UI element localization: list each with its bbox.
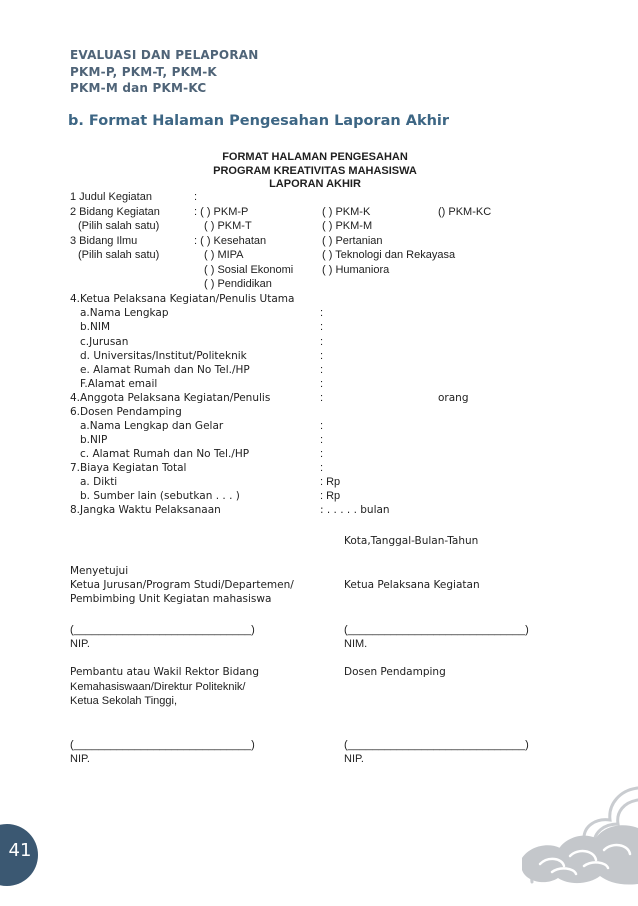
signature-ketua-jurusan-line2: Pembimbing Unit Kegiatan mahasiswa (70, 593, 272, 605)
bidang-kegiatan-option-pkmm: ( ) PKM-M (322, 220, 373, 232)
signature-line-left: (_____________________________) (70, 624, 255, 636)
field-dosen-nip-label: b.NIP (80, 434, 108, 446)
signature-ketua-pelaksana: Ketua Pelaksana Kegiatan (344, 579, 480, 591)
field-judul-colon: : (194, 191, 198, 203)
field-anggota-label: 4.Anggota Pelaksana Kegiatan/Penulis (70, 392, 271, 404)
field-sumber-label: b. Sumber lain (sebutkan . . . ) (80, 490, 240, 502)
bidang-kegiatan-option-pkmk: ( ) PKM-K (322, 206, 371, 218)
signature-line-right: (_____________________________) (344, 624, 529, 636)
field-universitas-label: d. Universitas/Institut/Politeknik (80, 350, 247, 362)
form-title-line-1: FORMAT HALAMAN PENGESAHAN (222, 151, 408, 163)
field-colon: : (320, 321, 324, 333)
field-colon: : (320, 364, 324, 376)
pilih-salah-satu-note: (Pilih salah satu) (78, 220, 160, 232)
signature-pembantu-line3: Ketua Sekolah Tinggi, (70, 695, 178, 707)
field-dosen-alamat-label: c. Alamat Rumah dan No Tel./HP (80, 448, 250, 460)
signature-line-right-2: (_____________________________) (344, 739, 529, 751)
signature-pembantu-line2: Kemahasiswaan/Direktur Politeknik/ (70, 681, 246, 693)
field-nama-label: a.Nama Lengkap (80, 307, 169, 319)
field-colon: : (320, 350, 324, 362)
field-biaya-section: 7.Biaya Kegiatan Total (70, 462, 187, 474)
bidang-ilmu-option-pertanian: ( ) Pertanian (322, 235, 383, 247)
bidang-ilmu-option-humaniora: ( ) Humaniora (322, 264, 390, 276)
field-dosen-nama-label: a.Nama Lengkap dan Gelar (80, 420, 224, 432)
field-colon: : (320, 307, 324, 319)
bidang-kegiatan-option-pkmkc: () PKM-KC (438, 206, 492, 218)
form-title-line-2: PROGRAM KREATIVITAS MAHASISWA (213, 164, 417, 177)
signature-pembantu-line1: Pembantu atau Wakil Rektor Bidang (70, 666, 259, 678)
field-jurusan-label: c.Jurusan (80, 336, 129, 348)
signature-menyetujui: Menyetujui (70, 565, 129, 577)
field-email-label: F.Alamat email (80, 378, 158, 390)
field-jangka-label: 8.Jangka Waktu Pelaksanaan (70, 504, 221, 516)
field-anggota-unit: orang (438, 392, 469, 404)
signature-nim-right: NIM. (344, 638, 368, 650)
field-colon: : (320, 392, 324, 404)
field-colon: : (320, 434, 324, 446)
form-title-line-3: LAPORAN AKHIR (269, 178, 361, 190)
field-jangka-value: : . . . . . bulan (320, 504, 390, 516)
field-dikti-rp: : Rp (320, 476, 341, 488)
field-ketua-section: 4.Ketua Pelaksana Kegiatan/Penulis Utama (70, 293, 295, 305)
section-title: b. Format Halaman Pengesahan Laporan Akhir (68, 113, 450, 129)
header-line-2: PKM-P, PKM-T, PKM-K (70, 64, 217, 79)
header-line-1: EVALUASI DAN PELAPORAN (70, 48, 259, 62)
field-judul-label: 1 Judul Kegiatan (70, 191, 152, 203)
bidang-ilmu-option-mipa: ( ) MIPA (204, 249, 244, 261)
field-nim-label: b.NIM (80, 321, 111, 333)
signature-place-date: Kota,Tanggal-Bulan-Tahun (344, 535, 479, 547)
signature-dosen-pendamping: Dosen Pendamping (344, 666, 446, 678)
header-line-3: PKM-M dan PKM-KC (70, 81, 207, 95)
bidang-kegiatan-option-pkmp: : ( ) PKM-P (194, 206, 249, 218)
bidang-ilmu-option-teknologi: ( ) Teknologi dan Rekayasa (322, 249, 456, 261)
signature-nip-right-2: NIP. (344, 753, 364, 765)
pilih-salah-satu-note: (Pilih salah satu) (78, 249, 160, 261)
bidang-ilmu-option-kesehatan: : ( ) Kesehatan (194, 235, 267, 247)
field-dikti-label: a. Dikti (80, 476, 118, 488)
field-colon: : (320, 378, 324, 390)
cloud-ornament-icon (500, 760, 638, 906)
form-title (175, 151, 455, 192)
field-sumber-rp: : Rp (320, 490, 341, 502)
signature-ketua-jurusan-line1: Ketua Jurusan/Program Studi/Departemen/ (70, 579, 294, 591)
field-colon: : (320, 336, 324, 348)
signature-line-left-2: (_____________________________) (70, 739, 255, 751)
bidang-kegiatan-option-pkmt: ( ) PKM-T (204, 220, 252, 232)
bidang-ilmu-option-pendidikan: ( ) Pendidikan (204, 278, 272, 290)
field-colon: : (320, 462, 324, 474)
page-number: 41 (8, 840, 32, 861)
field-colon: : (320, 448, 324, 460)
field-alamat-label: e. Alamat Rumah dan No Tel./HP (80, 364, 250, 376)
signature-nip-left: NIP. (70, 638, 90, 650)
bidang-ilmu-option-sosial: ( ) Sosial Ekonomi (204, 264, 294, 276)
field-colon: : (320, 420, 324, 432)
field-dosen-section: 6.Dosen Pendamping (70, 406, 182, 418)
document-header (70, 47, 258, 97)
field-bidang-ilmu-label: 3 Bidang Ilmu (70, 235, 138, 247)
signature-nip-left-2: NIP. (70, 753, 90, 765)
field-bidang-kegiatan-label: 2 Bidang Kegiatan (70, 206, 160, 218)
